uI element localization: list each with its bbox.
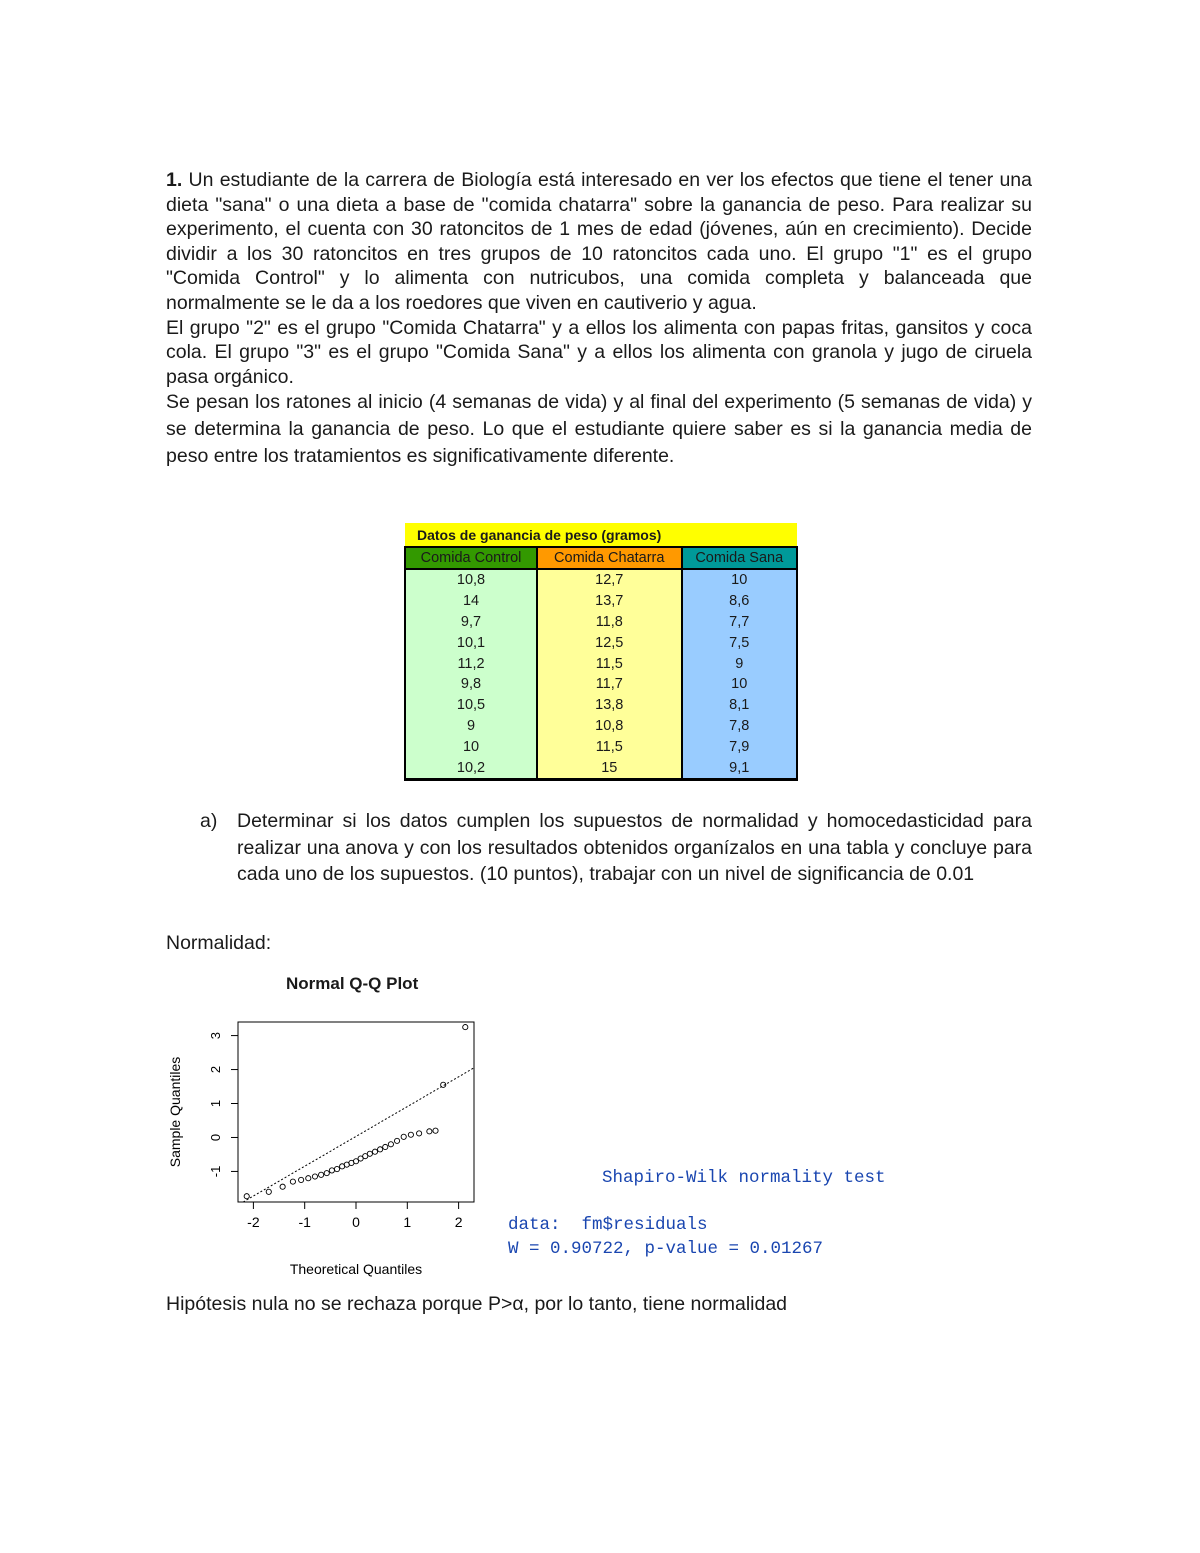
table-cell: 12,7 [537, 569, 681, 591]
table-cell: 9 [405, 716, 537, 737]
table-cell: 11,5 [537, 736, 681, 757]
header-comida-chatarra: Comida Chatarra [537, 547, 681, 569]
qq-plot-frame [238, 1022, 474, 1202]
qq-point [306, 1176, 311, 1181]
qq-point [433, 1128, 438, 1133]
table-cell: 10 [682, 569, 798, 591]
table-body [405, 569, 797, 779]
qq-point [280, 1184, 285, 1189]
qq-point [319, 1172, 324, 1177]
qq-x-axis-label: Theoretical Quantiles [289, 1261, 423, 1277]
header-comida-control: Comida Control [405, 547, 537, 569]
table-cell: 10,1 [405, 632, 537, 653]
table-cell: 9,8 [405, 674, 537, 695]
table-cell: 15 [537, 757, 681, 779]
shapiro-result-line: W = 0.90722, p-value = 0.01267 [508, 1239, 824, 1259]
qq-point [383, 1144, 388, 1149]
qq-point [463, 1024, 468, 1029]
qq-x-tick-label: 0 [352, 1214, 360, 1230]
problem-number: 1. [166, 169, 183, 191]
normality-heading: Normalidad: [166, 932, 272, 954]
qq-y-tick-label: 0 [208, 1133, 223, 1142]
qq-point [290, 1179, 295, 1184]
qq-plot-title: Normal Q-Q Plot [286, 974, 419, 993]
qq-point [299, 1177, 304, 1182]
qq-point [244, 1194, 249, 1199]
qq-y-tick-label: 1 [208, 1099, 223, 1108]
qq-x-tick-label: 2 [454, 1214, 463, 1230]
qq-plot [160, 1000, 490, 1280]
table-row [405, 757, 797, 779]
table-row [405, 653, 797, 674]
qq-x-tick-label: -2 [247, 1214, 260, 1230]
qq-x-tick-label: 1 [403, 1214, 412, 1230]
qq-x-tick-label: -1 [298, 1214, 311, 1230]
table-row [405, 674, 797, 695]
table-cell: 7,9 [682, 736, 798, 757]
table-cell: 12,5 [537, 632, 681, 653]
qq-y-axis-label: Sample Quantiles [167, 1056, 183, 1168]
table-cell: 10,5 [405, 695, 537, 716]
table-row [405, 736, 797, 757]
qq-point [367, 1151, 372, 1156]
problem-statement [166, 168, 1032, 470]
weight-gain-table [404, 523, 798, 781]
table-cell: 10 [682, 674, 798, 695]
table-title: Datos de ganancia de peso (gramos) [405, 523, 797, 547]
qq-point [378, 1147, 383, 1152]
table-cell: 9 [682, 653, 798, 674]
qq-point [394, 1138, 399, 1143]
table-cell: 11,8 [537, 612, 681, 633]
table-cell: 9,7 [405, 612, 537, 633]
problem-paragraph-3: Se pesan los ratones al inicio (4 semanas de vida) y al final del experimento (5 semanas de vida) y se determina la ganancia de peso. Lo que el estudiante quiere saber es si la ganancia media de peso entre los tratamientos es significativamente diferente. [166, 391, 1032, 468]
table-cell: 7,8 [682, 716, 798, 737]
qq-y-tick-label: -1 [208, 1165, 223, 1178]
table-row [405, 569, 797, 591]
qq-point [417, 1131, 422, 1136]
table-cell: 10 [405, 736, 537, 757]
qq-point [334, 1166, 339, 1171]
qq-point [408, 1132, 413, 1137]
table-cell: 10,2 [405, 757, 537, 779]
header-comida-sana: Comida Sana [682, 547, 798, 569]
table-cell: 13,7 [537, 591, 681, 612]
table-row [405, 591, 797, 612]
table-cell: 9,1 [682, 757, 798, 779]
qq-point [312, 1174, 317, 1179]
table-cell: 7,7 [682, 612, 798, 633]
normality-conclusion: Hipótesis nula no se rechaza porque P>α, por lo tanto, tiene normalidad [166, 1293, 788, 1315]
qq-point [388, 1142, 393, 1147]
question-a-text: Determinar si los datos cumplen los supuestos de normalidad y homocedasticidad para realizar una anova y con los resultados obtenidos organízalos en una tabla y concluye para cada uno de los supuestos. (10 puntos), trabajar con un nivel de significancia de 0.01 [237, 810, 1032, 886]
table-row [405, 612, 797, 633]
problem-paragraph-2: El grupo "2" es el grupo "Comida Chatarra" y a ellos los alimenta con papas fritas, gansitos y coca cola. El grupo "3" es el grupo "Comida Sana" y a ellos los alimenta con granola y jugo de ciruela pasa orgánico. [166, 316, 1032, 388]
table-row [405, 695, 797, 716]
table-cell: 13,8 [537, 695, 681, 716]
shapiro-data-line: data: fm$residuals [508, 1215, 708, 1235]
table-cell: 11,2 [405, 653, 537, 674]
table-row [405, 632, 797, 653]
qq-point [372, 1149, 377, 1154]
qq-reference-line [243, 1068, 474, 1202]
qq-point [401, 1134, 406, 1139]
qq-point [266, 1189, 271, 1194]
qq-y-tick-label: 3 [208, 1031, 223, 1040]
qq-y-tick-label: 2 [208, 1065, 223, 1074]
qq-point [329, 1168, 334, 1173]
table-cell: 14 [405, 591, 537, 612]
question-a-label: a) [200, 810, 218, 832]
shapiro-title: Shapiro-Wilk normality test [602, 1168, 886, 1188]
table-cell: 10,8 [537, 716, 681, 737]
table-cell: 11,7 [537, 674, 681, 695]
qq-point [427, 1129, 432, 1134]
problem-paragraph-1: 1. Un estudiante de la carrera de Biología está interesado en ver los efectos que tiene el tener una dieta "sana" o una dieta a base de "comida chatarra" sobre la ganancia de peso. Para realizar su experimento, el cuenta con 30 ratoncitos de 1 mes de edad (jóvenes, aún en crecimiento). Decide dividir a los 30 ratoncitos en tres grupos de 10 ratoncitos cada uno. El grupo "1" es el grupo "Comida Control" y lo alimenta con nutricubos, una comida completa y balanceada que normalmente se le da a los roedores que viven en cautiverio y agua. [166, 169, 1032, 314]
qq-point [324, 1171, 329, 1176]
table-cell: 10,8 [405, 569, 537, 591]
table-cell: 11,5 [537, 653, 681, 674]
table-cell: 8,6 [682, 591, 798, 612]
table-cell: 8,1 [682, 695, 798, 716]
table-row [405, 716, 797, 737]
table-cell: 7,5 [682, 632, 798, 653]
